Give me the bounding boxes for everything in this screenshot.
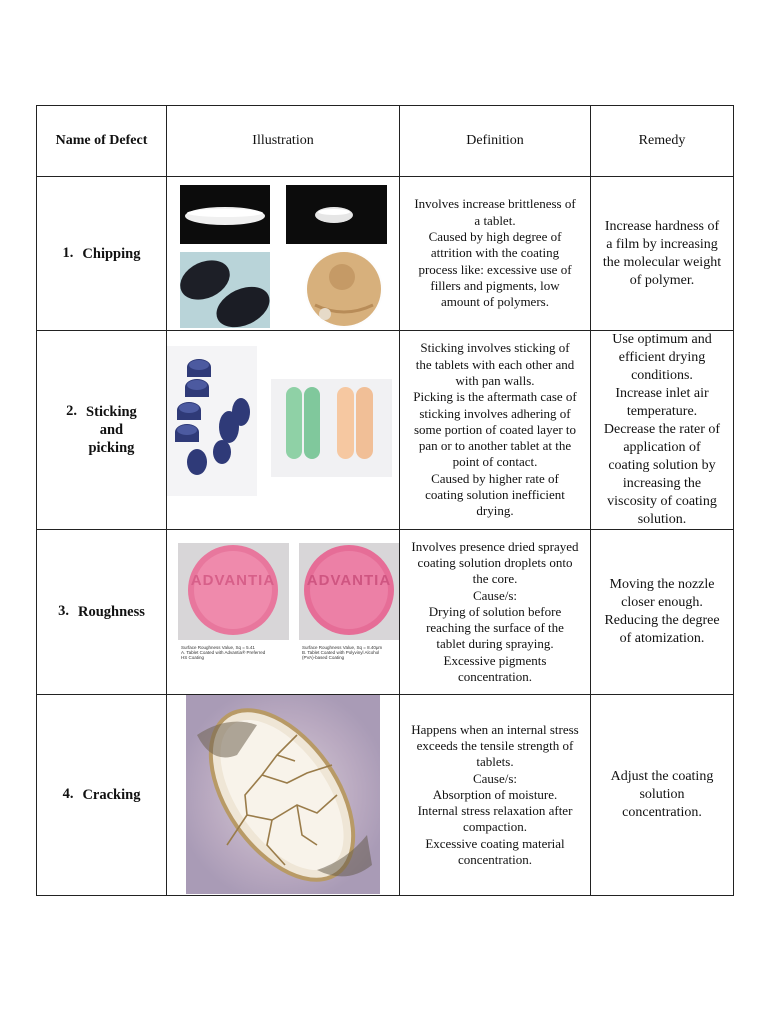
definition-line: Cause/s:: [472, 587, 518, 603]
remedy-cracking: [591, 695, 734, 896]
definition-line: attrition with the coating: [430, 245, 560, 261]
defect-name-line: Cracking: [82, 787, 141, 803]
definition-cracking: [400, 695, 591, 896]
definition-line: Excessive pigments: [443, 652, 547, 668]
defect-name-cell: [37, 331, 167, 530]
defect-number: 1.: [62, 244, 74, 261]
table-row-sticking-picking: [37, 331, 734, 530]
definition-line: compaction.: [463, 819, 527, 835]
definition-line: reaching the surface of the: [426, 620, 564, 636]
defect-name-line: and: [99, 422, 124, 438]
cracked-tablet-image: [167, 695, 400, 895]
definition-line: process like: excessive use of: [418, 261, 572, 277]
remedy-sticking-picking: [591, 331, 734, 530]
tablet-imprint-text: ADVANTIA: [306, 572, 392, 589]
header-illustration: Illustration: [167, 106, 400, 177]
table-row-roughness: [37, 530, 734, 695]
definition-line: Sticking involves sticking of: [420, 340, 570, 356]
defect-name-cell: [37, 695, 167, 896]
definition-line: a tablet.: [474, 212, 516, 228]
defect-name-line: Chipping: [82, 245, 141, 262]
definition-line: the core.: [472, 571, 518, 587]
definition-line: fillers and pigments, low: [430, 277, 560, 293]
definition-line: Caused by higher rate of: [431, 470, 559, 486]
definition-line: concentration.: [458, 852, 532, 868]
remedy-line: a film by increasing: [606, 236, 718, 252]
definition-line: point of contact.: [452, 454, 538, 470]
defect-name: [86, 403, 137, 457]
definition-line: drying.: [476, 503, 514, 519]
remedy-line: coating solution by: [608, 458, 716, 473]
remedy-line: conditions.: [631, 368, 693, 383]
definition-line: concentration.: [458, 669, 532, 685]
illustration-roughness: [167, 530, 400, 695]
remedy-line: the molecular weight: [602, 254, 722, 270]
remedy-line: Decrease the rater of: [603, 422, 721, 437]
definition-line: Picking is the aftermath case of: [413, 389, 577, 405]
roughness-caption-right: [302, 645, 399, 660]
definition-line: Absorption of moisture.: [432, 786, 558, 802]
remedy-line: Increase hardness of: [604, 218, 720, 234]
definition-roughness: [400, 530, 591, 695]
remedy-line: solution: [639, 787, 685, 802]
defect-number: 2.: [66, 403, 78, 419]
definition-line: Happens when an internal stress: [411, 721, 579, 737]
defect-name-line: Sticking: [86, 404, 137, 420]
remedy-line: Reducing the degree: [604, 613, 720, 628]
defect-number: 3.: [58, 603, 69, 619]
defect-number: 4.: [62, 786, 74, 802]
remedy-line: Increase inlet air: [615, 386, 709, 401]
definition-line: sticking involves adhering of: [419, 405, 571, 421]
illustration-sticking-picking: [167, 331, 400, 530]
definition-line: coating solution droplets onto: [417, 554, 573, 570]
definition-line: tablets.: [476, 754, 514, 770]
defect-name-cell: [37, 530, 167, 695]
remedy-line: solution.: [637, 512, 687, 527]
definition-line: amount of polymers.: [441, 294, 549, 310]
definition-line: some portion of coated layer to: [413, 421, 577, 437]
defect-name-cell: [37, 177, 167, 331]
tablet-imprint-text: ADVANTIA: [190, 572, 276, 589]
definition-line: tablet during spraying.: [436, 636, 554, 652]
caption-line: B. Tablet Coated with Polyvinyl Alcohol: [302, 650, 380, 655]
remedy-line: of polymer.: [629, 272, 695, 288]
definition-chipping: [400, 177, 591, 331]
roughness-caption-left: [181, 645, 289, 660]
remedy-line: temperature.: [626, 404, 698, 419]
remedy-line: of atomization.: [619, 631, 705, 646]
definition-line: Excessive coating material: [425, 835, 565, 851]
definition-line: pan or to another tablet at the: [418, 438, 572, 454]
illustration-cracking: [167, 695, 400, 896]
defect-name: [82, 245, 140, 263]
definition-line: Internal stress relaxation after: [417, 803, 573, 819]
remedy-line: Use optimum and: [612, 332, 712, 347]
illustration-chipping: [167, 177, 400, 331]
definition-line: with pan walls.: [455, 372, 535, 388]
definition-line: Cause/s:: [472, 770, 518, 786]
remedy-chipping: [591, 177, 734, 331]
definition-line: coating solution inefficient: [425, 487, 565, 503]
definition-line: exceeds the tensile strength of: [416, 737, 574, 753]
header-remedy: Remedy: [591, 106, 734, 177]
table-row-chipping: [37, 177, 734, 331]
defect-name: [82, 786, 140, 804]
definition-line: the tablets with each other and: [415, 356, 575, 372]
header-row: [37, 106, 734, 177]
definition-line: Caused by high degree of: [428, 229, 562, 245]
remedy-line: Adjust the coating: [610, 769, 714, 784]
defect-name-line: Roughness: [77, 604, 145, 620]
remedy-line: concentration.: [622, 805, 702, 820]
definition-line: Drying of solution before: [428, 603, 562, 619]
remedy-line: efficient drying: [618, 350, 706, 365]
remedy-line: application of: [623, 440, 701, 455]
defect-name: [78, 603, 145, 621]
caption-line: (PVA)-based Coating: [302, 655, 345, 660]
remedy-line: viscosity of coating: [607, 494, 717, 509]
roughness-tablet-images: [167, 530, 400, 694]
chipping-tablet-images: [167, 177, 400, 330]
definition-line: Involves increase brittleness of: [414, 196, 576, 212]
remedy-line: increasing the: [622, 476, 702, 491]
header-definition: Definition: [400, 106, 591, 177]
caption-line: Surface Roughness Value, Sq = 8.40μm: [302, 645, 383, 650]
defects-table: [36, 105, 734, 896]
caption-line: A. Tablet Coated with Advantia® Preferred: [181, 650, 266, 655]
remedy-line: Moving the nozzle: [609, 577, 715, 592]
definition-sticking-picking: [400, 331, 591, 530]
caption-line: Surface Roughness Value, Sq = 5.41: [181, 645, 255, 650]
remedy-roughness: [591, 530, 734, 695]
caption-line: HS Coating: [181, 655, 205, 660]
definition-line: Involves presence dried sprayed: [411, 538, 579, 554]
remedy-line: closer enough.: [621, 595, 703, 610]
defect-name-line: picking: [88, 440, 135, 456]
sticking-tablet-images: [167, 332, 400, 529]
header-name: Name of Defect: [37, 106, 167, 177]
table-row-cracking: [37, 695, 734, 896]
